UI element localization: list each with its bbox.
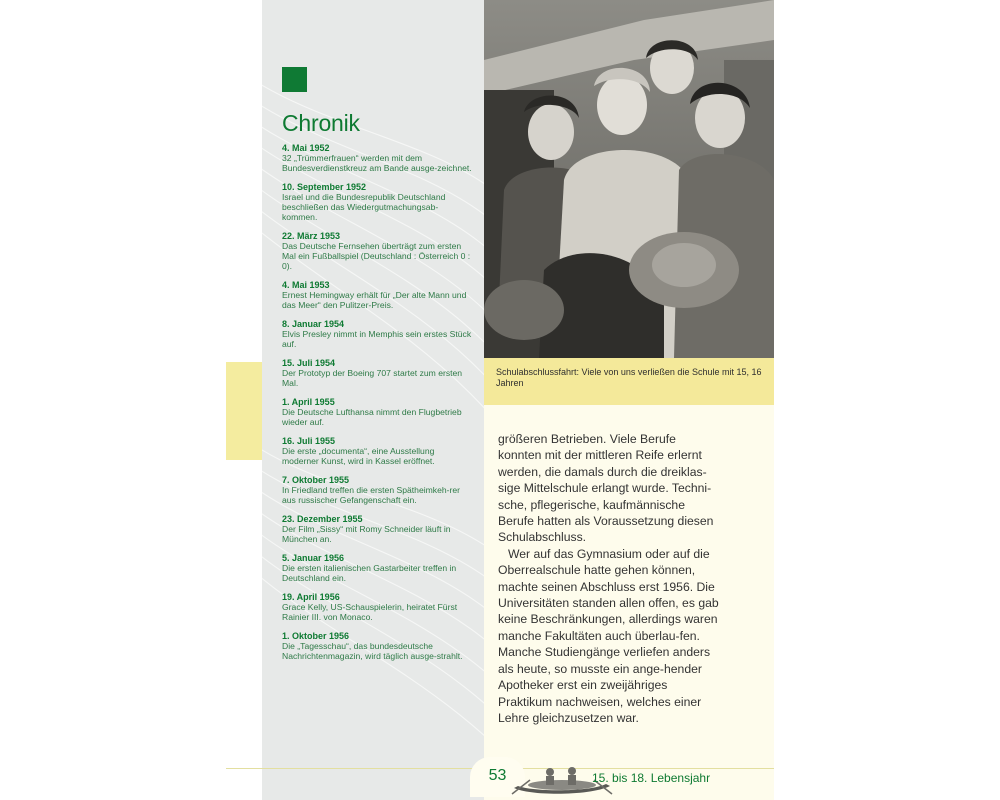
chronik-entry-text: Israel und die Bundesrepublik Deutschland beschließen das Wiedergutmachungsab-kommen. xyxy=(282,192,446,222)
chronik-entry xyxy=(282,358,472,388)
chronik-entry-date: 4. Mai 1952 xyxy=(282,143,330,153)
chronik-entry-date: 15. Juli 1954 xyxy=(282,358,336,368)
chronik-entry-date: 4. Mai 1953 xyxy=(282,280,330,290)
chronik-entry-date: 8. Januar 1954 xyxy=(282,319,345,329)
chronik-heading: Chronik xyxy=(282,110,360,136)
chronik-entry xyxy=(282,592,472,622)
body-paragraph: Wer auf das Gymnasium oder auf die Oberrealschule hatte gehen können, machte seinen Abschluss erst 1956. Die Universitäten standen allen offen, es gab keine Beschränkungen, allerdings waren manche Fakultäten auch überlau-fen. Manche Studiengänge verliefen anders als heute, so musste ein ange-hender Apotheker erst ein zweijähriges Praktikum nachweisen, welches einer Lehre gleichzusetzen war. xyxy=(498,546,719,725)
chronik-entry-text: Die erste „documenta“, eine Ausstellung moderner Kunst, wird in Kassel eröffnet. xyxy=(282,446,435,466)
chronik-entry xyxy=(282,319,472,349)
chronik-entry-text: In Friedland treffen die ersten Spätheimkeh-rer aus russischer Gefangenschaft ein. xyxy=(282,485,461,505)
footer-section-title: 15. bis 18. Lebensjahr xyxy=(592,771,711,785)
chronik-entry-text: Ernest Hemingway erhält für „Der alte Mann und das Meer“ den Pulitzer-Preis. xyxy=(282,290,467,310)
chronik-entry-date: 10. September 1952 xyxy=(282,182,367,192)
chronik-entry-date: 1. April 1955 xyxy=(282,397,335,407)
chronik-entry-date: 1. Oktober 1956 xyxy=(282,631,350,641)
chronik-entry-date: 23. Dezember 1955 xyxy=(282,514,363,524)
chronik-entry xyxy=(282,143,472,173)
chronik-entry-date: 7. Oktober 1955 xyxy=(282,475,350,485)
chronik-entry-text: Elvis Presley nimmt in Memphis sein erstes Stück auf. xyxy=(282,329,472,349)
chronik-entry-text: Der Film „Sissy“ mit Romy Schneider läuft in München an. xyxy=(282,524,451,544)
chronik-entry-text: 32 „Trümmerfrauen“ werden mit dem Bundesverdienstkreuz am Bande ausge-zeichnet. xyxy=(282,153,472,173)
photo-illustration xyxy=(484,0,774,358)
chronik-entry-text: Grace Kelly, US-Schauspielerin, heiratet Fürst Rainier III. von Monaco. xyxy=(282,602,458,622)
chronik-entry-date: 16. Juli 1955 xyxy=(282,436,336,446)
photo-caption-box xyxy=(484,358,774,405)
chronik-entry xyxy=(282,397,472,427)
chronik-entry xyxy=(282,553,472,583)
chronik-entry xyxy=(282,436,472,466)
page-number: 53 xyxy=(470,757,525,797)
section-marker-square xyxy=(282,67,307,92)
chronik-list xyxy=(282,143,472,670)
body-text xyxy=(498,431,720,726)
chronik-entry-date: 5. Januar 1956 xyxy=(282,553,345,563)
photo-caption: Schulabschlussfahrt: Viele von uns verließen die Schule mit 15, 16 Jahren xyxy=(496,367,762,388)
chronik-entry-text: Die „Tagesschau“, das bundesdeutsche Nachrichtenmagazin, wird täglich ausge-strahlt. xyxy=(282,641,463,661)
chronik-entry xyxy=(282,631,472,661)
yellow-margin-tab xyxy=(226,362,262,460)
chronik-entry-date: 19. April 1956 xyxy=(282,592,340,602)
chronik-entry xyxy=(282,231,472,271)
class-trip-photo xyxy=(484,0,774,358)
chronik-entry xyxy=(282,280,472,310)
chronik-entry xyxy=(282,182,472,222)
chronik-entry-text: Die Deutsche Lufthansa nimmt den Flugbetrieb wieder auf. xyxy=(282,407,462,427)
chronik-entry-text: Der Prototyp der Boeing 707 startet zum ersten Mal. xyxy=(282,368,463,388)
chronik-entry-text: Das Deutsche Fernsehen überträgt zum ersten Mal ein Fußballspiel (Deutschland : Österreich 0 : 0). xyxy=(282,241,471,271)
chronik-entry xyxy=(282,475,472,505)
chronik-entry xyxy=(282,514,472,544)
chronik-entry-date: 22. März 1953 xyxy=(282,231,341,241)
chronik-entry-text: Die ersten italienischen Gastarbeiter treffen in Deutschland ein. xyxy=(282,563,457,583)
body-paragraph: größeren Betrieben. Viele Berufe konnten mit der mittleren Reife erlernt werden, die damals durch die dreiklas-sige Mittelschule erlangt wurde. Techni-sche, pflegerische, kaufmännische Berufe hatten als Voraussetzung diesen Schulabschluss. xyxy=(498,432,714,545)
